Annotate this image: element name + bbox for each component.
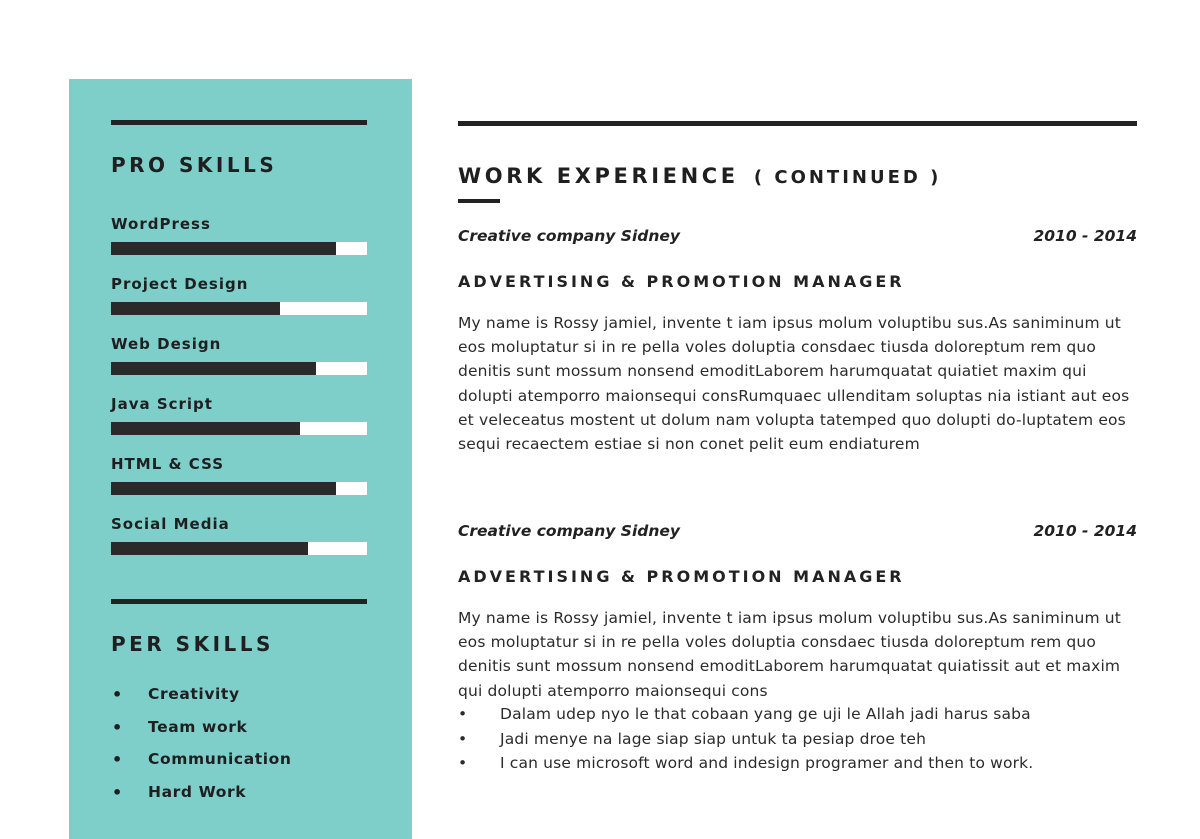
per-skill-label: Team work <box>148 717 248 736</box>
job-years: 2010 - 2014 <box>1033 227 1137 245</box>
job-company: Creative company Sidney <box>458 227 681 245</box>
skill-name: Project Design <box>111 275 249 293</box>
pro-skills-heading: PRO SKILLS <box>111 153 278 177</box>
job-bullet-text: Dalam udep nyo le that cobaan yang ge uji le Allah jadi harus saba <box>500 705 1031 723</box>
skill-bar <box>111 302 367 315</box>
job-title: ADVERTISING & PROMOTION MANAGER <box>458 272 905 291</box>
job-description: My name is Rossy jamiel, invente t iam ipsus molum voluptibu sus.As saniminum ut eos moluptatur si in re pella voles doluptia consdaec tiusda doloreptum rem quo denitis sunt mossum nonsend emoditLaborem harumquatat quiatissit aut et maxim qui dolupti atemporro maionsequi cons <box>458 609 1121 700</box>
per-skill-label: Hard Work <box>148 782 247 801</box>
skill-bar <box>111 482 367 495</box>
bullet-icon: • <box>112 717 123 737</box>
bullet-icon: • <box>112 750 123 769</box>
per-skills-rule <box>111 599 367 604</box>
job-bullet-item <box>458 754 1137 779</box>
bullet-icon: • <box>458 754 468 772</box>
skill-name: WordPress <box>111 215 211 233</box>
job-bullet-text: I can use microsoft word and indesign programer and then to work. <box>500 754 1034 772</box>
per-skill-item <box>111 685 292 718</box>
per-skill-item <box>111 718 292 751</box>
skill-item <box>111 395 367 455</box>
section-heading-suffix: ( CONTINUED ) <box>753 167 942 188</box>
section-heading-title: WORK EXPERIENCE <box>458 164 739 188</box>
skill-bar <box>111 542 367 555</box>
per-skill-item <box>111 750 292 783</box>
job-bullet-item <box>458 705 1137 730</box>
skill-bar-fill <box>111 302 280 315</box>
skill-item <box>111 515 367 575</box>
job-bullet-text: Jadi menye na lage siap siap untuk ta pesiap droe teh <box>500 729 927 748</box>
section-heading <box>458 153 941 191</box>
pro-skills-rule <box>111 120 367 125</box>
skill-bar-fill <box>111 422 300 435</box>
skill-item <box>111 275 367 335</box>
per-skills-heading: PER SKILLS <box>111 632 274 656</box>
skill-bar-fill <box>111 482 336 495</box>
job-title: ADVERTISING & PROMOTION MANAGER <box>458 567 905 586</box>
skill-bar <box>111 422 367 435</box>
skill-name: Web Design <box>111 335 222 353</box>
skill-name: HTML & CSS <box>111 455 225 473</box>
section-top-rule <box>458 121 1137 126</box>
bullet-icon: • <box>458 729 468 748</box>
pro-skills-list <box>111 215 367 575</box>
skill-item <box>111 215 367 275</box>
job-bullets <box>458 705 1137 779</box>
skill-bar <box>111 242 367 255</box>
skill-item <box>111 335 367 395</box>
skill-bar-fill <box>111 542 308 555</box>
skill-bar-fill <box>111 362 316 375</box>
job-company: Creative company Sidney <box>458 522 681 540</box>
skill-item <box>111 455 367 515</box>
per-skill-item <box>111 783 292 816</box>
section-short-rule <box>458 199 500 203</box>
per-skill-label: Creativity <box>148 685 240 703</box>
bullet-icon: • <box>458 705 468 723</box>
job-bullet-item <box>458 730 1137 755</box>
skill-name: Social Media <box>111 515 230 533</box>
sidebar <box>69 79 412 839</box>
bullet-icon: • <box>112 685 123 704</box>
job-description: My name is Rossy jamiel, invente t iam ipsus molum voluptibu sus.As saniminum ut eos moluptatur si in re pella voles doluptia consdaec tiusda doloreptum rem quo denitis sunt mossum nonsend emoditLaborem harumquatat quiatiet maxim qui dolupti atemporro maionsequi consRumquaec ullenditam soluptas nia istiant aut eos et veleceatus mostent ut dolum nam volupta tatemped quo dolupti do-luptatem eos sequi recaectem estiae si non conet pelit eum endiaturem <box>458 314 1130 454</box>
bullet-icon: • <box>112 782 123 802</box>
per-skills-list <box>111 685 292 815</box>
skill-name: Java Script <box>111 395 213 413</box>
skill-bar <box>111 362 367 375</box>
job-years: 2010 - 2014 <box>1033 522 1137 540</box>
per-skill-label: Communication <box>148 750 292 768</box>
skill-bar-fill <box>111 242 336 255</box>
